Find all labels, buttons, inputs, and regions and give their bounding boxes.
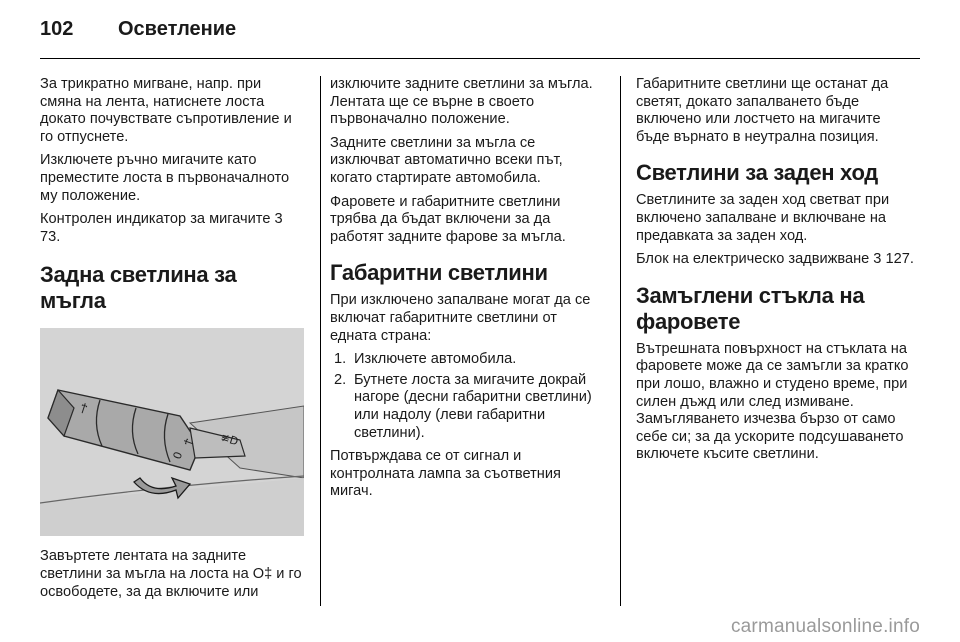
paragraph: За трикратно мигване, напр. при смяна на лента, натиснете лоста докато почувствате съпротивление и го отпуснете. (40, 76, 292, 145)
list-text: Бутнете лоста за мигачите докрай нагоре (десни габаритни светлини) или надолу (леви габаритни светлини). (354, 371, 592, 441)
fog-light-lever-illustration (40, 328, 304, 536)
header-rule (40, 58, 920, 59)
paragraph: Задните светлини за мъгла се изключват автоматично всеки път, когато стартирате автомобила. (330, 134, 563, 186)
list-number: 1. (334, 351, 347, 368)
section-heading: Задна светлина за мъгла (40, 262, 237, 314)
fog-light-symbol-icon: ϯ (79, 400, 89, 416)
column-3 (636, 76, 918, 470)
list-item (330, 351, 606, 369)
paragraph: Габаритните светлини ще останат да светят, докато запалването бъде включено или лостчето на мигачите бъде върнато в неутрална позиция. (636, 76, 889, 145)
list-text: Изключете автомобила. (354, 351, 517, 368)
paragraph: При изключено запалване могат да се включат габаритните светлини от едната страна: (330, 292, 591, 344)
section-heading: Замъглени стъкла на фаровете (636, 282, 865, 334)
off-symbol-icon: 0 (170, 450, 186, 462)
paragraph: Завъртете лентата на задните светлини за мъгла на лоста на O‡ и го освободете, за да включите или (40, 548, 302, 600)
chapter-title: Осветление (118, 18, 237, 40)
paragraph: Изключете ръчно мигачите като преместите лоста в първоначалното му положение. (40, 152, 290, 204)
rear-fog-symbol-icon: Ϯ (182, 437, 195, 448)
list-number: 2. (334, 371, 347, 388)
page-number: 102 (40, 18, 74, 40)
paragraph: Контролен индикатор за мигачите 3 73. (40, 211, 283, 245)
numbered-list (330, 351, 606, 442)
paragraph: Фаровете и габаритните светлини трябва да бъдат включени за да работят задните фарове за мъгла. (330, 193, 566, 245)
list-item (330, 372, 606, 442)
paragraph: Светлините за заден ход светват при включено запалване и включване на предавката за заден ход. (636, 192, 890, 244)
column-divider-2 (620, 76, 621, 606)
paragraph: Потвърждава се от сигнал и контролната лампа за съответния мигач. (330, 448, 561, 500)
lever-drawing (40, 328, 304, 536)
page-header (40, 18, 920, 46)
paragraph: Блок на електрическо задвижване 3 127. (636, 251, 914, 268)
watermark: carmanualsonline.info (730, 616, 920, 637)
section-heading: Габаритни светлини (330, 260, 548, 286)
column-1 (40, 76, 306, 607)
low-beam-symbol-icon: ≢D (219, 430, 240, 449)
section-heading: Светлини за заден ход (636, 160, 878, 186)
column-2 (330, 76, 606, 507)
paragraph: Вътрешната повърхност на стъклата на фаровете може да се замъгли за кратко при лошо, влажно и студено време, при силен дъжд или след измиване. Замъгляването изчезва бързо от само себе си; за да ускорите подсушаването включете късите светлини. (636, 340, 909, 463)
column-divider-1 (320, 76, 321, 606)
paragraph: изключите задните светлини за мъгла. Лентата ще се върне в своето първоначално положение. (330, 76, 593, 128)
